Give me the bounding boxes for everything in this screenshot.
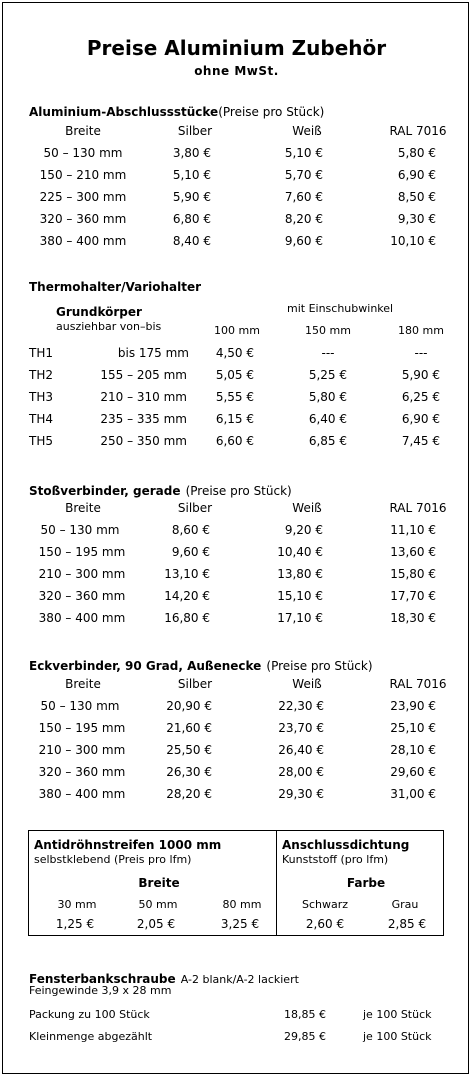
col-header: 80 mm (222, 898, 262, 911)
dichtung-group: Farbe (346, 876, 386, 890)
col-header: Schwarz (301, 898, 349, 911)
section-abschluss-heading (29, 101, 324, 120)
table-cell: 8,60 € (171, 523, 210, 537)
page-subtitle: ohne MwSt. (194, 64, 279, 78)
col-header: RAL 7016 (389, 501, 447, 515)
table-cell: 28,00 € (278, 765, 324, 779)
table-cell: 50 – 130 mm (40, 699, 120, 713)
section-title: Aluminium-Abschlussstücke (29, 105, 219, 119)
col-header: 180 mm (398, 324, 444, 337)
table-cell: 50 – 130 mm (40, 523, 120, 537)
table-cell: --- (321, 346, 335, 360)
table-cell: 9,30 € (397, 212, 436, 226)
table-cell: 9,20 € (284, 523, 323, 537)
table-cell: TH2 (29, 368, 53, 382)
col-header: 150 mm (305, 324, 351, 337)
col-header: RAL 7016 (389, 124, 447, 138)
table-cell: 210 – 300 mm (38, 567, 126, 581)
table-cell: TH5 (29, 434, 53, 448)
col-header: Silber (177, 124, 213, 138)
table-cell: 150 – 210 mm (39, 168, 127, 182)
schraube-sub: Feingewinde 3,9 x 28 mm (29, 984, 172, 997)
table-cell: 10,10 € (390, 234, 436, 248)
table-cell: Packung zu 100 Stück (29, 1008, 150, 1021)
table-cell: 28,20 € (166, 787, 212, 801)
section-note: (Preise pro Stück) (266, 659, 373, 673)
table-cell: 6,90 € (401, 412, 440, 426)
table-cell: 18,30 € (390, 611, 436, 625)
table-cell: 2,60 € (305, 917, 345, 931)
table-cell: 2,05 € (136, 917, 176, 931)
grundkoerper-label: Grundkörper (56, 305, 142, 319)
table-cell: 31,00 € (390, 787, 436, 801)
table-cell: 235 – 335 mm (100, 412, 187, 426)
table-cell: 6,15 € (215, 412, 254, 426)
table-cell: bis 175 mm (117, 346, 189, 360)
table-cell: 11,10 € (390, 523, 436, 537)
table-cell: 14,20 € (164, 589, 210, 603)
page-title: Preise Aluminium Zubehör (86, 36, 387, 60)
table-cell: 225 – 300 mm (39, 190, 127, 204)
section-title: Eckverbinder, 90 Grad, Außenecke (29, 659, 262, 673)
table-cell: 29,60 € (390, 765, 436, 779)
table-cell: 10,40 € (277, 545, 323, 559)
antidroehn-heading: Antidröhnstreifen 1000 mm (34, 838, 222, 852)
table-cell: 26,30 € (166, 765, 212, 779)
table-cell: 13,80 € (277, 567, 323, 581)
table-cell: 21,60 € (166, 721, 212, 735)
table-cell: TH1 (29, 346, 53, 360)
table-cell: 6,25 € (401, 390, 440, 404)
table-cell: 380 – 400 mm (38, 787, 126, 801)
table-cell: 6,60 € (215, 434, 254, 448)
col-header: Grau (391, 898, 419, 911)
table-cell: 5,90 € (401, 368, 440, 382)
table-cell: 5,55 € (215, 390, 254, 404)
table-cell: 15,80 € (390, 567, 436, 581)
col-header: Weiß (292, 677, 322, 691)
table-cell: --- (414, 346, 428, 360)
table-cell: 6,85 € (308, 434, 347, 448)
table-cell: TH3 (29, 390, 53, 404)
table-cell: je 100 Stück (363, 1030, 432, 1043)
table-cell: 23,70 € (278, 721, 324, 735)
col-header: Weiß (292, 501, 322, 515)
table-cell: 5,90 € (172, 190, 211, 204)
table-cell: 26,40 € (278, 743, 324, 757)
table-cell: 8,40 € (172, 234, 211, 248)
table-cell: 8,50 € (397, 190, 436, 204)
table-cell: 210 – 310 mm (100, 390, 187, 404)
col-header: 50 mm (138, 898, 178, 911)
table-cell: 150 – 195 mm (38, 545, 126, 559)
table-cell: 8,20 € (284, 212, 323, 226)
einschubwinkel-label: mit Einschubwinkel (287, 302, 394, 315)
table-cell: 17,70 € (390, 589, 436, 603)
table-cell: 13,10 € (164, 567, 210, 581)
col-header: Silber (177, 677, 213, 691)
table-cell: 4,50 € (215, 346, 254, 360)
col-header: Breite (65, 124, 101, 138)
table-cell: 9,60 € (284, 234, 323, 248)
section-title: Fensterbankschraube (29, 972, 176, 986)
table-cell: 150 – 195 mm (38, 721, 126, 735)
table-cell: 380 – 400 mm (38, 611, 126, 625)
table-cell: 9,60 € (171, 545, 210, 559)
section-stoss-heading (29, 480, 292, 499)
table-cell: TH4 (29, 412, 53, 426)
table-cell: 50 – 130 mm (43, 146, 123, 160)
table-cell: 320 – 360 mm (39, 212, 127, 226)
antidroehn-group: Breite (138, 876, 180, 890)
table-cell: je 100 Stück (363, 1008, 432, 1021)
table-cell: 155 – 205 mm (100, 368, 187, 382)
col-header: Breite (65, 501, 101, 515)
table-cell: 23,90 € (390, 699, 436, 713)
table-cell: 25,10 € (390, 721, 436, 735)
table-cell: 28,10 € (390, 743, 436, 757)
table-cell: 7,45 € (401, 434, 440, 448)
col-header: 100 mm (214, 324, 260, 337)
dichtung-heading: Anschlussdichtung (282, 838, 410, 852)
table-cell: 320 – 360 mm (38, 765, 126, 779)
section-thermo-heading: Thermohalter/Variohalter (29, 280, 202, 294)
table-cell: 250 – 350 mm (100, 434, 187, 448)
table-cell: 1,25 € (55, 917, 95, 931)
table-cell: 2,85 € (387, 917, 427, 931)
col-header: Silber (177, 501, 213, 515)
col-header: RAL 7016 (389, 677, 447, 691)
dichtung-sub: Kunststoff (pro lfm) (282, 853, 389, 866)
section-title: Stoßverbinder, gerade (29, 484, 181, 498)
col-header: Breite (65, 677, 101, 691)
table-cell: 320 – 360 mm (38, 589, 126, 603)
table-cell: 29,85 € (284, 1030, 326, 1043)
table-cell: 210 – 300 mm (38, 743, 126, 757)
table-cell: 6,80 € (172, 212, 211, 226)
table-cell: 5,25 € (308, 368, 347, 382)
table-cell: 5,10 € (284, 146, 323, 160)
table-cell: 5,80 € (397, 146, 436, 160)
section-eck-heading (29, 655, 373, 674)
table-cell: 5,10 € (172, 168, 211, 182)
section-note: (Preise pro Stück) (218, 105, 325, 119)
table-cell: 6,40 € (308, 412, 347, 426)
table-cell: 25,50 € (166, 743, 212, 757)
table-cell: 3,25 € (220, 917, 260, 931)
table-cell: 18,85 € (284, 1008, 326, 1021)
col-header: Weiß (292, 124, 322, 138)
table-cell: 16,80 € (164, 611, 210, 625)
antidroehn-sub: selbstklebend (Preis pro lfm) (34, 853, 192, 866)
col-header: 30 mm (57, 898, 97, 911)
table-cell: 20,90 € (166, 699, 212, 713)
table-cell: 5,80 € (308, 390, 347, 404)
table-cell: 5,05 € (215, 368, 254, 382)
table-cell: 3,80 € (172, 146, 211, 160)
table-cell: 22,30 € (278, 699, 324, 713)
table-cell: 380 – 400 mm (39, 234, 127, 248)
table-cell: 7,60 € (284, 190, 323, 204)
table-cell: 15,10 € (277, 589, 323, 603)
table-cell: 6,90 € (397, 168, 436, 182)
section-note: (Preise pro Stück) (185, 484, 292, 498)
table-cell: 13,60 € (390, 545, 436, 559)
section-note: A-2 blank/A-2 lackiert (180, 973, 299, 986)
grundkoerper-sub: ausziehbar von–bis (56, 320, 162, 333)
table-cell: 29,30 € (278, 787, 324, 801)
table-cell: 5,70 € (284, 168, 323, 182)
table-cell: 17,10 € (277, 611, 323, 625)
table-cell: Kleinmenge abgezählt (29, 1030, 153, 1043)
